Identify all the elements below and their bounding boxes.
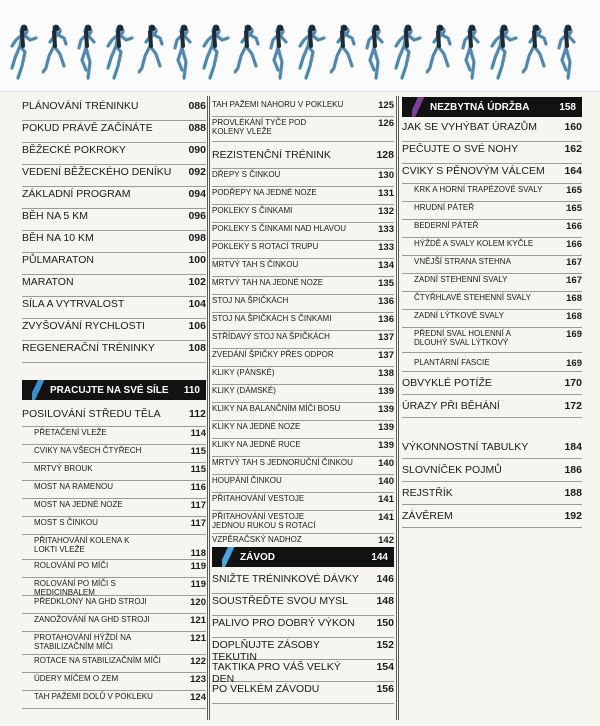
toc-subentry[interactable]: MRTVÝ TAH S JEDNORUČNÍ ČINKOU 140 [212,458,394,475]
toc-subentry[interactable]: PROTAHOVÁNÍ HÝŽDÍ NA STABILIZAČNÍM MÍČI 121 [22,633,206,655]
toc-subentry[interactable]: STOJ NA ŠPIČKÁCH S ČINKAMI 136 [212,314,394,331]
runner-figure-icon [458,22,486,82]
toc-subentry[interactable]: KRK A HORNÍ TRAPÉZOVÉ SVALY 165 [402,185,582,202]
toc-subentry[interactable]: PŘETAČENÍ VLEŽE 114 [22,428,206,445]
toc-entry[interactable]: DOPLŇUJTE ZÁSOBY TEKUTIN 152 [212,639,394,663]
toc-subentry[interactable]: PŘITAHOVÁNÍ VESTOJE 141 [212,494,394,511]
runner-figure-icon [170,22,198,82]
toc-subentry[interactable]: PŘEDNÍ SVAL HOLENNÍ A DLOUHÝ SVAL LÝTKOVÝ 169 [402,329,582,353]
toc-entry[interactable]: REGENERAČNÍ TRÉNINKY 108 [22,342,206,363]
toc-entry[interactable]: BĚŽECKÉ POKROKY 090 [22,144,206,165]
toc-subentry[interactable]: MRTVÝ TAH S ČINKOU 134 [212,260,394,277]
toc-subentry[interactable]: HRUDNÍ PÁTEŘ 165 [402,203,582,220]
section-stripe [412,97,424,117]
toc-entry[interactable]: VÝKONNOSTNÍ TABULKY 184 [402,437,582,459]
toc-entry[interactable]: ZÁVĚREM 192 [402,506,582,528]
toc-subentry[interactable]: POKLEKY S ČINKAMI 132 [212,206,394,223]
toc-entry[interactable]: ÚRAZY PŘI BĚHÁNÍ 172 [402,396,582,418]
toc-entry[interactable]: PEČUJTE O SVÉ NOHY 162 [402,143,582,164]
section-header[interactable]: ZÁVOD 144 [212,547,394,567]
toc-subentry[interactable]: BEDERNÍ PÁTEŘ 166 [402,221,582,238]
toc-entry[interactable]: TAKTIKA PRO VÁŠ VELKÝ DEN 154 [212,661,394,685]
toc-entry[interactable]: REZISTENČNÍ TRÉNINK 128 [212,149,394,169]
toc-subentry[interactable]: VZPĚRAČSKÝ NADHOZ 142 [212,535,394,546]
toc-subentry[interactable]: PŘEDKLONY NA GHD STROJI 120 [22,597,206,614]
toc-subentry[interactable]: PLANTÁRNÍ FASCIE 169 [402,354,582,372]
toc-subentry[interactable]: MOST NA RAMENOU 116 [22,482,206,499]
toc-entry[interactable]: JAK SE VYHÝBAT ÚRAZŮM 160 [402,121,582,142]
runner-figure-icon [266,22,294,82]
toc-subentry[interactable]: KLIKY (DÁMSKÉ) 139 [212,386,394,403]
toc-entry[interactable]: POSILOVÁNÍ STŘEDU TĚLA 112 [22,408,206,427]
toc-subentry[interactable]: CVIKY NA VŠECH ČTYŘECH 115 [22,446,206,463]
toc-subentry[interactable]: MRTVÝ TAH NA JEDNÉ NOZE 135 [212,278,394,295]
toc-subentry[interactable]: KLIKY NA JEDNÉ NOZE 139 [212,422,394,439]
runner-figure-icon [522,22,550,82]
runner-figure-icon [426,22,454,82]
toc-subentry[interactable]: MOST NA JEDNÉ NOZE 117 [22,500,206,517]
toc-subentry[interactable]: POKLEKY S ČINKAMI NAD HLAVOU 133 [212,224,394,241]
toc-entry[interactable]: POKUD PRÁVĚ ZAČÍNÁTE 088 [22,122,206,143]
toc-subentry[interactable]: KLIKY (PÁNSKÉ) 138 [212,368,394,385]
toc-entry[interactable]: MARATON 102 [22,276,206,297]
runner-figure-icon [10,22,38,82]
toc-entry[interactable]: OBVYKLÉ POTÍŽE 170 [402,373,582,395]
toc-entry[interactable]: PO VELKÉM ZÁVODU 156 [212,683,394,704]
runner-figure-icon [234,22,262,82]
toc-entry[interactable]: ZÁKLADNÍ PROGRAM 094 [22,188,206,209]
runner-banner [0,0,600,92]
toc-subentry[interactable]: PROVLÉKÁNÍ TYČE POD KOLENY VLEŽE 126 [212,118,394,142]
section-header[interactable]: PRACUJTE NA SVÉ SÍLE 110 [22,380,206,400]
runner-figure-icon [202,22,230,82]
toc-subentry[interactable]: ZADNÍ LÝTKOVÉ SVALY 168 [402,311,582,328]
toc-subentry[interactable]: ROLOVÁNÍ PO MÍČI S MEDICINBALEM 119 [22,579,206,596]
runner-figure-icon [490,22,518,82]
toc-subentry[interactable]: KLIKY NA JEDNÉ RUCE 139 [212,440,394,457]
runner-figure-icon [298,22,326,82]
toc-entry[interactable]: SLOVNÍČEK POJMŮ 186 [402,460,582,482]
toc-entry[interactable]: SNIŽTE TRÉNINKOVÉ DÁVKY 146 [212,573,394,594]
toc-subentry[interactable]: PŘITAHOVÁNÍ VESTOJE JEDNOU RUKOU S ROTACÍ 141 [212,512,394,534]
runner-figure-icon [42,22,70,82]
toc-subentry[interactable]: MRTVÝ BROUK 115 [22,464,206,481]
runner-figure-icon [106,22,134,82]
toc-subentry[interactable]: MOST S ČINKOU 117 [22,518,206,535]
toc-entry[interactable]: ZVYŠOVÁNÍ RYCHLOSTI 106 [22,320,206,341]
section-header[interactable]: NEZBYTNÁ ÚDRŽBA 158 [402,97,582,117]
runner-figure-icon [330,22,358,82]
toc-entry[interactable]: REJSTŘÍK 188 [402,483,582,505]
section-stripe [32,380,44,400]
toc-entry[interactable]: BĚH NA 10 KM 098 [22,232,206,253]
toc-subentry[interactable]: DŘEPY S ČINKOU 130 [212,170,394,187]
toc-subentry[interactable]: ROLOVÁNÍ PO MÍČI 119 [22,561,206,578]
toc-subentry[interactable]: HOUPÁNÍ ČINKOU 140 [212,476,394,493]
toc-subentry[interactable]: ZVEDÁNÍ ŠPIČKY PŘES ODPOR 137 [212,350,394,367]
toc-entry[interactable]: PŮLMARATON 100 [22,254,206,275]
toc-subentry[interactable]: PODŘEPY NA JEDNÉ NOZE 131 [212,188,394,205]
toc-entry[interactable]: PLÁNOVÁNÍ TRÉNINKU 086 [22,100,206,121]
column-divider [396,96,399,720]
toc-entry[interactable]: SÍLA A VYTRVALOST 104 [22,298,206,319]
toc-subentry[interactable]: STŘÍDAVÝ STOJ NA ŠPIČKÁCH 137 [212,332,394,349]
runner-figure-icon [362,22,390,82]
toc-entry[interactable]: VEDENÍ BĚŽECKÉHO DENÍKU 092 [22,166,206,187]
toc-subentry[interactable]: ČTYŘHLAVÉ STEHENNÍ SVALY 168 [402,293,582,310]
runner-figure-icon [394,22,422,82]
toc-entry[interactable]: PALIVO PRO DOBRÝ VÝKON 150 [212,617,394,638]
toc-subentry[interactable]: STOJ NA ŠPIČKÁCH 136 [212,296,394,313]
toc-subentry[interactable]: TAH PAŽEMI NAHORU V POKLEKU 125 [212,100,394,117]
toc-entry[interactable]: BĚH NA 5 KM 096 [22,210,206,231]
toc-subentry[interactable]: TAH PAŽEMI DOLŮ V POKLEKU 124 [22,692,206,709]
runner-figure-icon [554,22,582,82]
toc-subentry[interactable]: ROTACE NA STABILIZAČNÍM MÍČI 122 [22,656,206,673]
toc-entry[interactable]: CVIKY S PĚNOVÝM VÁLCEM 164 [402,165,582,184]
toc-subentry[interactable]: KLIKY NA BALANČNÍM MÍČI BOSU 139 [212,404,394,421]
runner-figure-icon [138,22,166,82]
runner-figure-icon [74,22,102,82]
column-divider [207,96,210,720]
toc-subentry[interactable]: POKLEKY S ROTACÍ TRUPU 133 [212,242,394,259]
toc-subentry[interactable]: ZADNÍ STEHENNÍ SVALY 167 [402,275,582,292]
toc-entry[interactable]: SOUSTŘEĎTE SVOU MYSL 148 [212,595,394,616]
section-stripe [222,547,234,567]
toc-subentry[interactable]: ZANOŽOVÁNÍ NA GHD STROJI 121 [22,615,206,632]
toc-subentry[interactable]: PŘITAHOVÁNÍ KOLENA K LOKTI VLEŽE 118 [22,536,206,560]
toc-subentry[interactable]: ÚDERY MÍČEM O ZEM 123 [22,674,206,691]
toc-subentry[interactable]: HÝŽDĚ A SVALY KOLEM KYČLE 166 [402,239,582,256]
toc-subentry[interactable]: VNĚJŠÍ STRANA STEHNA 167 [402,257,582,274]
